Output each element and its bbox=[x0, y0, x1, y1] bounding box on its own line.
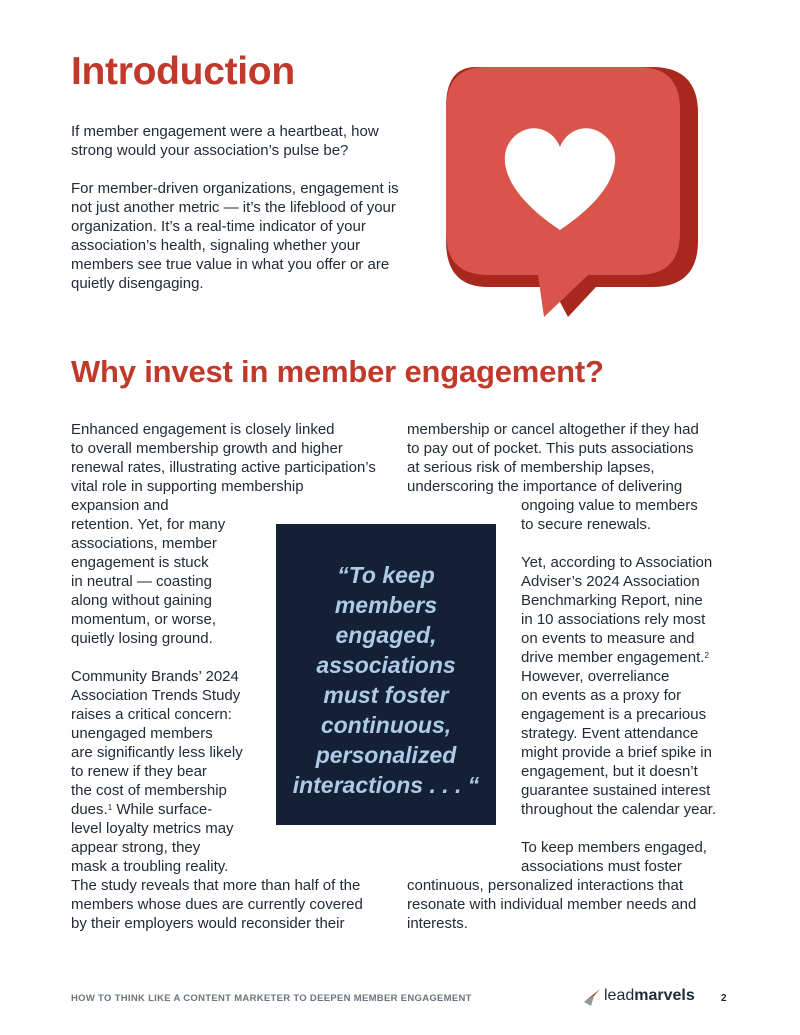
pull-quote-line: “To keep bbox=[337, 562, 435, 588]
logo-wordmark bbox=[604, 987, 695, 1005]
leadmarvels-logo-icon bbox=[582, 986, 602, 1008]
pull-quote-line: members bbox=[334, 592, 438, 618]
text-line: in 10 associations rely most bbox=[521, 611, 706, 628]
intro-paragraph-1: If member engagement were a heartbeat, how strong would your association’s pulse be? bbox=[71, 123, 379, 159]
text-line: are significantly less likely bbox=[71, 744, 243, 761]
footnote-ref-2: 2 bbox=[704, 651, 709, 660]
text-line: Community Brands’ 2024 bbox=[71, 668, 239, 685]
text-line: The study reveals that more than half of the bbox=[71, 877, 361, 894]
pull-quote-box bbox=[276, 524, 496, 825]
text-line: on events to measure and bbox=[521, 630, 695, 647]
text-line: unengaged members bbox=[71, 725, 213, 742]
text-line bbox=[71, 800, 212, 819]
text-line: Adviser’s 2024 Association bbox=[521, 573, 700, 590]
text-line: To keep members engaged, bbox=[521, 839, 707, 856]
footer-title: HOW TO THINK LIKE A CONTENT MARKETER TO DEEPEN MEMBER ENGAGEMENT bbox=[71, 993, 472, 1004]
text-line: engagement is a precarious bbox=[521, 706, 707, 723]
text-line: associations must foster bbox=[521, 858, 682, 875]
text-line: at serious risk of membership lapses, bbox=[407, 459, 655, 476]
pull-quote-line: continuous, bbox=[320, 712, 452, 738]
text-segment: dues. bbox=[71, 801, 108, 818]
text-line: quietly losing ground. bbox=[71, 630, 213, 647]
logo-text-bold: marvels bbox=[634, 987, 695, 1004]
text-line: momentum, or worse, bbox=[71, 611, 217, 628]
text-line: engagement, but it doesn’t bbox=[521, 763, 698, 780]
text-line: vital role in supporting membership bbox=[71, 478, 304, 495]
text-line: ongoing value to members bbox=[521, 497, 698, 514]
text-line: on events as a proxy for bbox=[521, 687, 682, 704]
intro-title: Introduction bbox=[71, 50, 295, 93]
section-title: Why invest in member engagement? bbox=[71, 354, 604, 389]
pull-quote-line: associations bbox=[316, 652, 456, 678]
text-line: to secure renewals. bbox=[521, 516, 652, 533]
text-line: guarantee sustained interest bbox=[521, 782, 711, 799]
footnote-ref-1: 1 bbox=[107, 803, 113, 812]
text-line: the cost of membership bbox=[71, 782, 227, 799]
intro-paragraph-2: For member-driven organizations, engagement is not just another metric — it’s the lifeblood of your organization. It’s a real-time indicator of your association’s health, signaling whether your members see true value in what you offer or are quietly disengaging. bbox=[71, 180, 399, 292]
text-line: in neutral — coasting bbox=[71, 573, 212, 590]
pull-quote-text bbox=[276, 560, 496, 800]
text-line bbox=[521, 648, 709, 667]
logo-text-light: lead bbox=[604, 987, 635, 1004]
text-line: resonate with individual member needs and bbox=[407, 896, 697, 913]
text-line: mask a troubling reality. bbox=[71, 858, 229, 875]
text-line: might provide a brief spike in bbox=[521, 744, 712, 761]
pull-quote-line: must foster bbox=[323, 682, 449, 708]
text-line: along without gaining bbox=[71, 592, 212, 609]
text-segment: While surface- bbox=[112, 801, 213, 818]
pull-quote-line: engaged, bbox=[335, 622, 437, 648]
text-line: underscoring the importance of delivering bbox=[407, 478, 683, 495]
text-line: membership or cancel altogether if they had bbox=[407, 421, 699, 438]
text-segment: drive member engagement. bbox=[521, 649, 705, 666]
text-line: level loyalty metrics may bbox=[71, 820, 234, 837]
text-line: associations, member bbox=[71, 535, 217, 552]
text-line: throughout the calendar year. bbox=[521, 801, 717, 818]
text-line: renewal rates, illustrating active participation’s bbox=[71, 459, 376, 476]
text-line: appear strong, they bbox=[71, 839, 201, 856]
text-line: continuous, personalized interactions that bbox=[407, 877, 684, 894]
text-line: strategy. Event attendance bbox=[521, 725, 699, 742]
text-line: to overall membership growth and higher bbox=[71, 440, 343, 457]
text-line: interests. bbox=[407, 915, 468, 932]
text-line: engagement is stuck bbox=[71, 554, 209, 571]
text-line: raises a critical concern: bbox=[71, 706, 232, 723]
text-line: Yet, according to Association bbox=[521, 554, 713, 571]
text-line: expansion and bbox=[71, 497, 169, 514]
page-number: 2 bbox=[721, 993, 727, 1004]
text-line: Association Trends Study bbox=[71, 687, 241, 704]
text-line: by their employers would reconsider their bbox=[71, 915, 345, 932]
heart-speech-bubble-icon bbox=[440, 55, 710, 330]
text-line: retention. Yet, for many bbox=[71, 516, 226, 533]
pull-quote-line: interactions . . . “ bbox=[292, 772, 480, 798]
text-line: Benchmarking Report, nine bbox=[521, 592, 703, 609]
text-line: to renew if they bear bbox=[71, 763, 207, 780]
text-line: Enhanced engagement is closely linked bbox=[71, 421, 335, 438]
text-line: to pay out of pocket. This puts associations bbox=[407, 440, 694, 457]
pull-quote-line: personalized bbox=[315, 742, 457, 768]
text-line: members whose dues are currently covered bbox=[71, 896, 363, 913]
text-line: However, overreliance bbox=[521, 668, 670, 685]
